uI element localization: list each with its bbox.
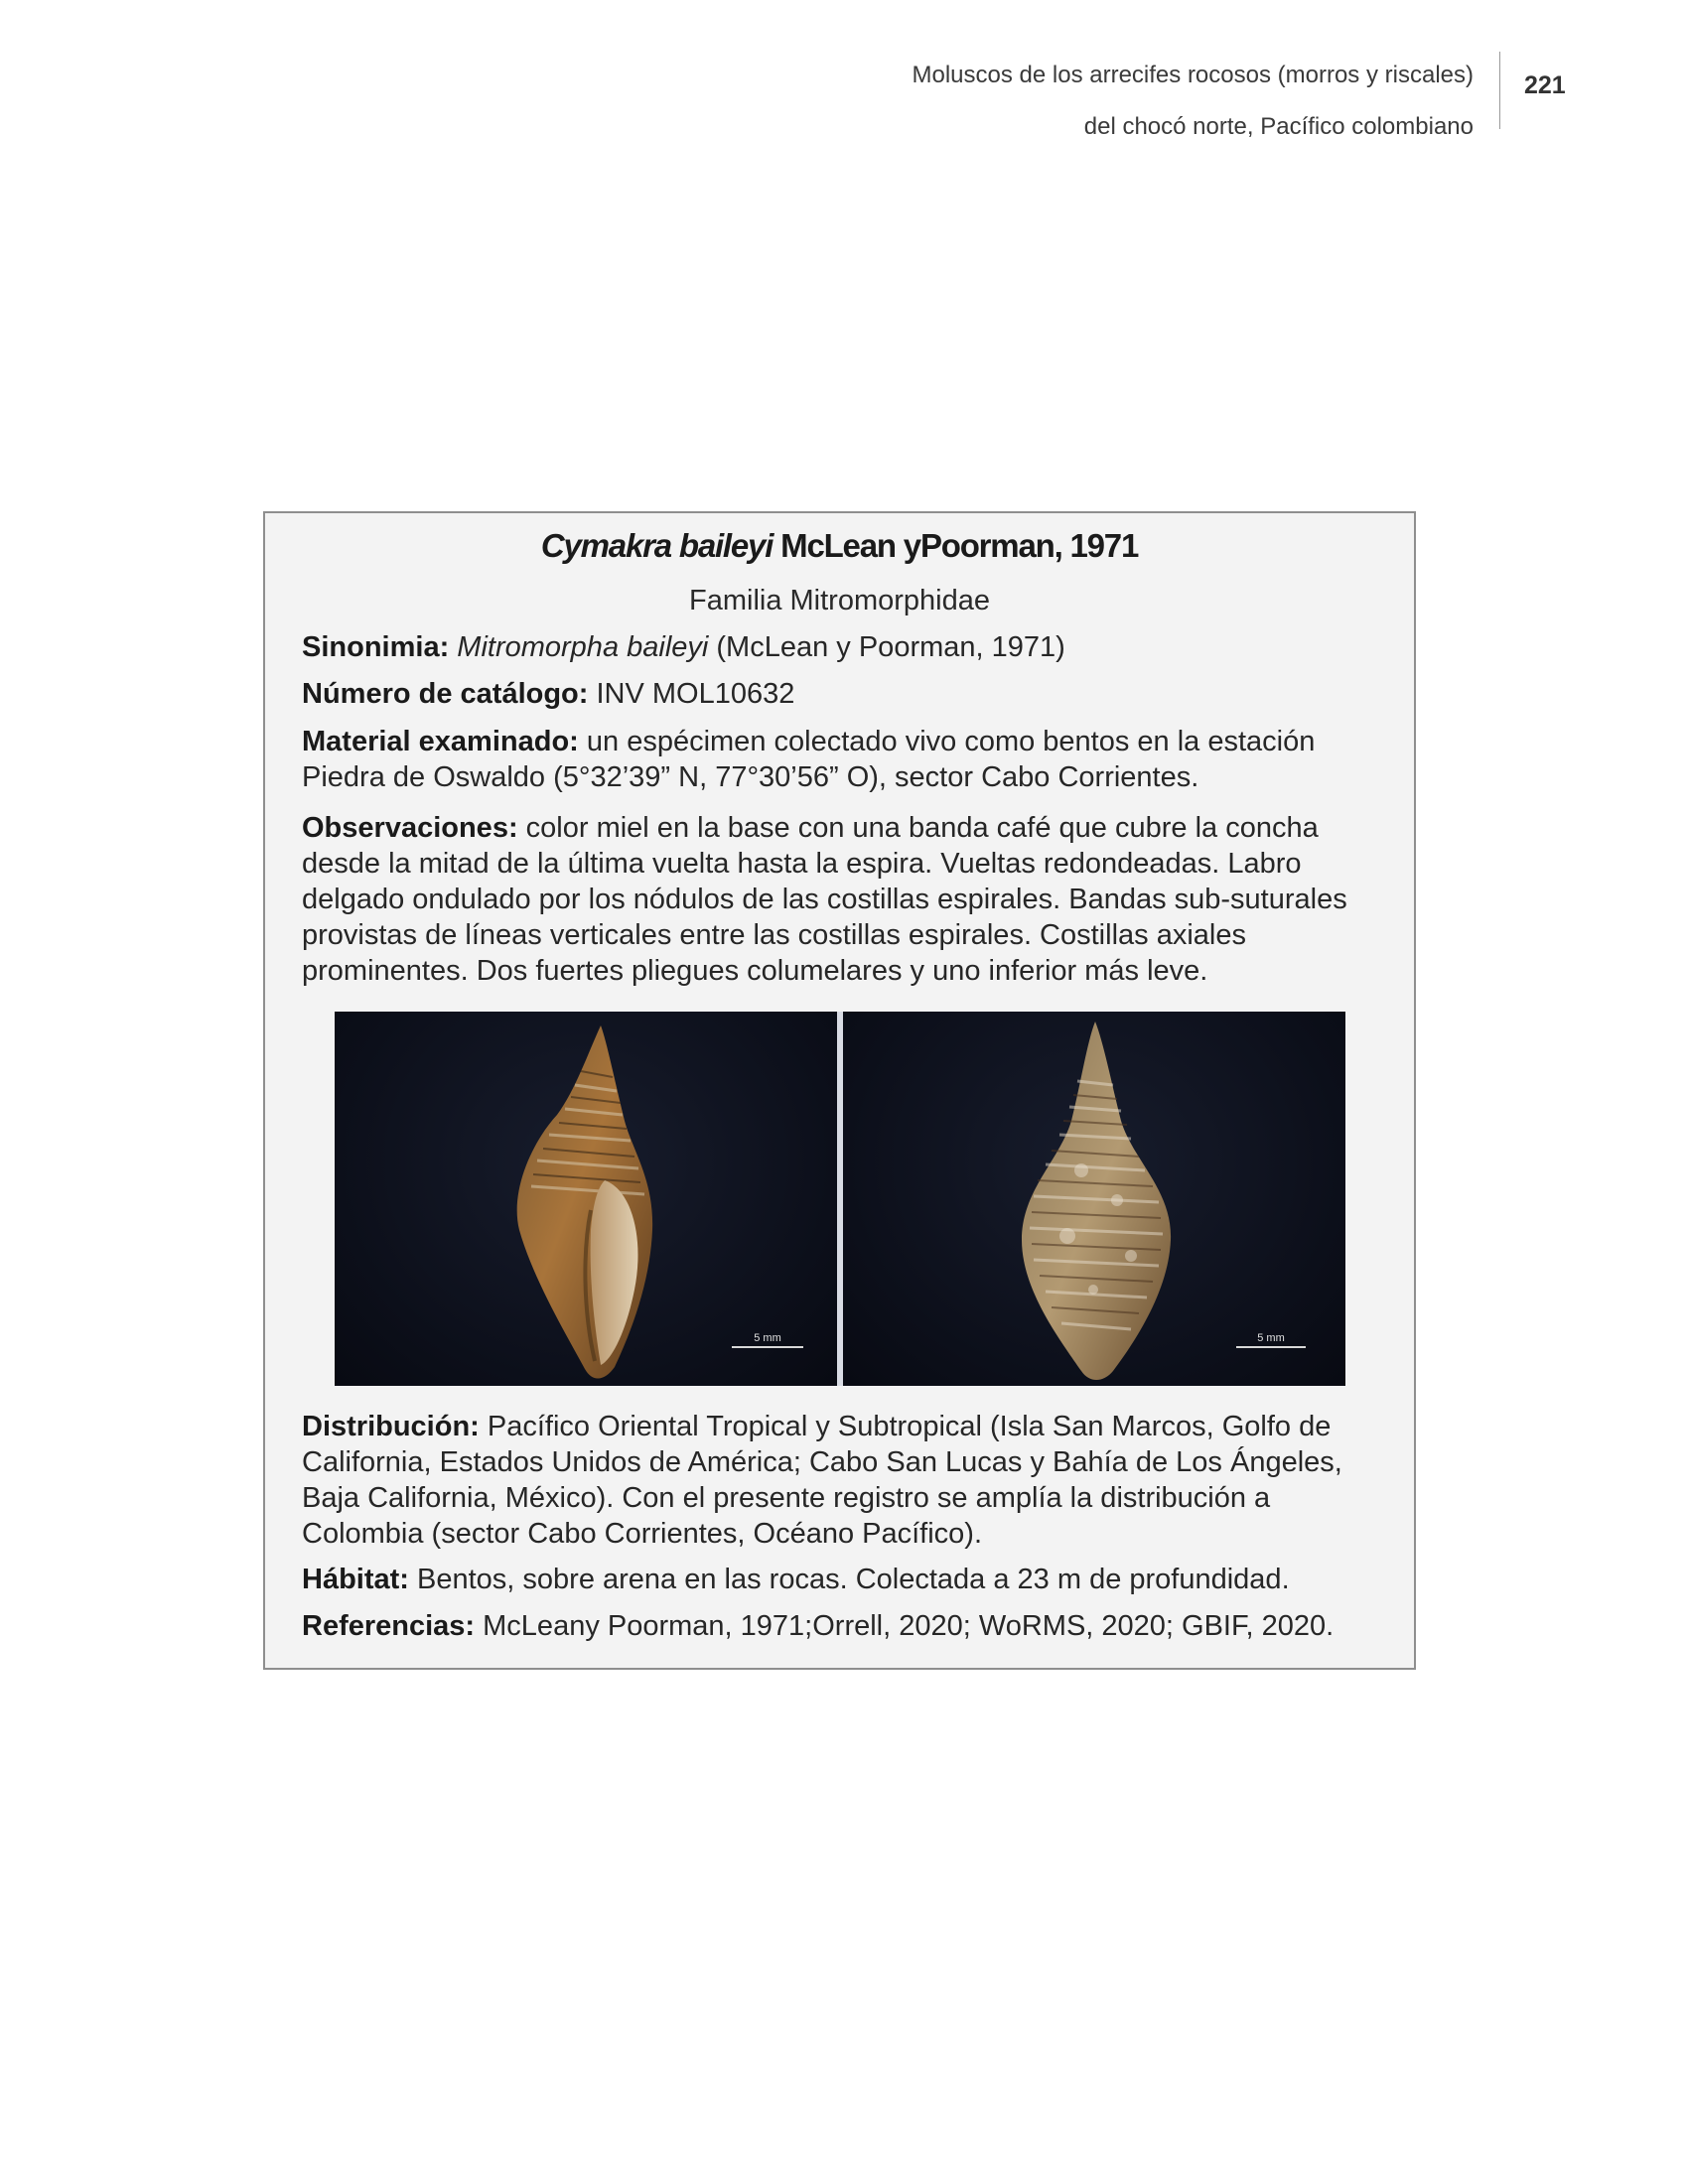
scale-label: 5 mm (754, 1332, 781, 1344)
sinonimia-label: Sinonimia: (302, 631, 450, 663)
observaciones-value: color miel en la base con una banda café que cubre la concha desde la mitad de la última vuelta hasta la espira. Vueltas redondeadas. Labro delgado ondulado por los nódulos de las costillas espirales. Bandas sub-suturales provistas de líneas verticales entre las costillas espirales. Costillas axiales prominentes. Dos fuertes pliegues columelares y uno inferior más leve. (302, 812, 1347, 987)
sinonimia-field (302, 629, 1384, 665)
running-header-line-1: Moluscos de los arrecifes rocosos (morros y riscales) (912, 62, 1474, 88)
species-card (263, 511, 1416, 1670)
referencias-value: McLeany Poorman, 1971;Orrell, 2020; WoRMS, 2020; GBIF, 2020. (475, 1610, 1335, 1642)
specimen-photos (335, 1012, 1345, 1386)
page-number: 221 (1524, 71, 1566, 99)
observaciones-field (302, 810, 1384, 989)
running-header (580, 50, 1474, 153)
material-field (302, 724, 1354, 795)
material-value: un espécimen colectado vivo como bentos en la estación Piedra de Oswaldo (5°32’39” N, 77°30’56” O), sector Cabo Corrientes. (302, 726, 1316, 793)
catalogo-label: Número de catálogo: (302, 678, 589, 710)
sinonimia-name: Mitromorpha baileyi (457, 631, 709, 663)
distribucion-label: Distribución: (302, 1411, 480, 1442)
running-header-line-2: del chocó norte, Pacífico colombiano (1083, 113, 1474, 140)
family-name: Familia Mitromorphidae (689, 585, 990, 616)
specimen-photo-apertural (335, 1012, 837, 1386)
species-name: Cymakra baileyi (540, 527, 774, 564)
referencias-label: Referencias: (302, 1610, 476, 1642)
header-divider (1499, 52, 1500, 129)
species-title (265, 527, 1414, 565)
habitat-field (302, 1562, 1384, 1597)
referencias-field (302, 1608, 1384, 1644)
sinonimia-authority: (McLean y Poorman, 1971) (708, 631, 1065, 663)
specimen-photo-dorsal (843, 1012, 1345, 1386)
shell-apertural-image (335, 1012, 837, 1386)
habitat-label: Hábitat: (302, 1564, 409, 1595)
scale-label: 5 mm (1257, 1332, 1285, 1344)
habitat-value: Bentos, sobre arena en las rocas. Colectada a 23 m de profundidad. (408, 1564, 1290, 1595)
catalogo-field (302, 676, 1384, 712)
species-author: McLean yPoorman, 1971 (773, 527, 1139, 564)
shell-dorsal-image (843, 1012, 1345, 1386)
observaciones-label: Observaciones: (302, 812, 518, 844)
catalogo-value: INV MOL10632 (588, 678, 795, 710)
distribucion-value: Pacífico Oriental Tropical y Subtropical (Isla San Marcos, Golfo de California, Estados Unidos de América; Cabo San Lucas y Bahía de Los Ángeles, Baja California, México). Con el presente registro se amplía la distribución a Colombia (sector Cabo Corrientes, Océano Pacífico). (302, 1411, 1342, 1550)
distribucion-field (302, 1409, 1384, 1552)
material-label: Material examinado: (302, 726, 579, 757)
